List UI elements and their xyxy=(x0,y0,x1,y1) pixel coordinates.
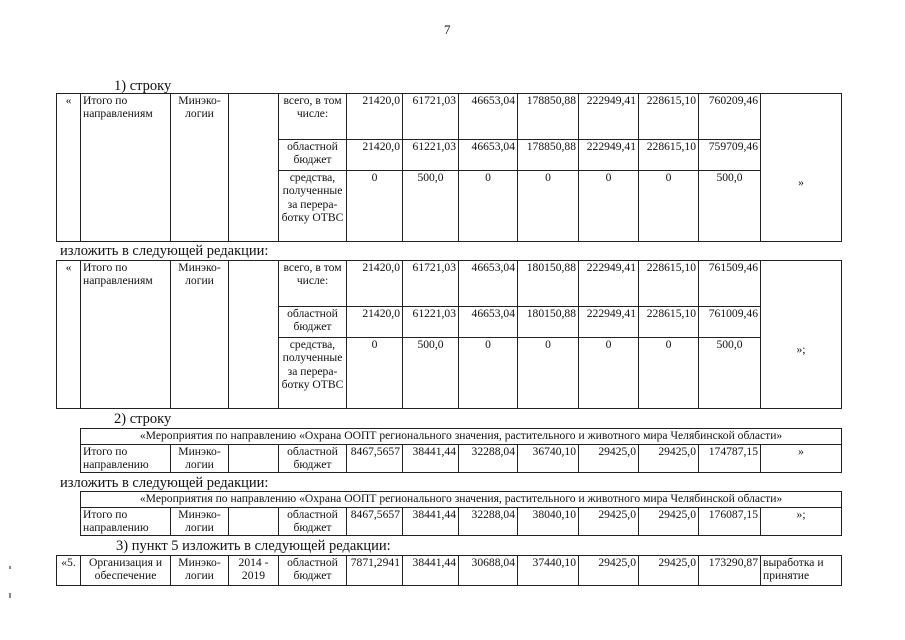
value-cell: 222949,41 xyxy=(579,261,639,307)
value-cell: 0 xyxy=(518,171,579,242)
value-cell: 21420,0 xyxy=(347,94,403,140)
funding-source-cell: средства, полученные за перера-ботку ОТВС xyxy=(279,338,347,409)
value-cell: 228615,10 xyxy=(639,307,699,338)
table-row xyxy=(57,261,842,307)
direction-name-cell: Итого по направлению xyxy=(81,445,171,473)
value-cell: 46653,04 xyxy=(459,94,518,140)
value-cell: 21420,0 xyxy=(347,261,403,307)
value-cell: 0 xyxy=(639,338,699,409)
value-cell: 30688,04 xyxy=(459,556,518,586)
value-cell: 61221,03 xyxy=(403,307,459,338)
funding-source-cell: областной бюджет xyxy=(279,307,347,338)
table-new-oopt xyxy=(80,491,842,536)
replace-instruction-2: изложить в следующей редакции: xyxy=(60,475,269,491)
value-cell: 36740,10 xyxy=(518,445,579,473)
value-cell: 29425,0 xyxy=(579,508,639,536)
closing-quote-cell: » xyxy=(761,445,842,473)
value-cell: 32288,04 xyxy=(459,508,518,536)
value-cell: 180150,88 xyxy=(518,307,579,338)
total-value-cell: 174787,15 xyxy=(699,445,761,473)
direction-name-cell: Итого по направлению xyxy=(81,508,171,536)
value-cell: 178850,88 xyxy=(518,140,579,171)
value-cell: 180150,88 xyxy=(518,261,579,307)
executor-cell: Минэко-логии xyxy=(171,261,229,409)
funding-source-cell: областной бюджет xyxy=(279,140,347,171)
replace-instruction-1: изложить в следующей редакции: xyxy=(60,243,269,259)
value-cell: 0 xyxy=(518,338,579,409)
section-1-heading: 1) строку xyxy=(114,78,172,94)
total-value-cell: 760209,46 xyxy=(699,94,761,140)
value-cell: 61221,03 xyxy=(403,140,459,171)
value-cell: 46653,04 xyxy=(459,307,518,338)
executor-cell: Минэко-логии xyxy=(171,445,229,473)
table-old-totals xyxy=(56,93,842,242)
closing-quote-cell: » xyxy=(761,94,842,242)
quote-cell: « xyxy=(57,94,81,242)
section-banner: «Мероприятия по направлению «Охрана ООПТ регионального значения, растительного и животного мира Челябинской области» xyxy=(81,429,842,445)
value-cell: 46653,04 xyxy=(459,261,518,307)
total-value-cell: 500,0 xyxy=(699,338,761,409)
section-3-heading: 3) пункт 5 изложить в следующей редакции: xyxy=(116,538,391,554)
section-2-heading: 2) строку xyxy=(114,411,172,427)
activity-name-cell: Организация и обеспечение xyxy=(81,556,171,586)
value-cell: 21420,0 xyxy=(347,140,403,171)
funding-source-cell: всего, в том числе: xyxy=(279,94,347,140)
value-cell: 222949,41 xyxy=(579,94,639,140)
funding-source-cell: областной бюджет xyxy=(279,508,347,536)
executor-cell: Минэко-логии xyxy=(171,556,229,586)
period-cell xyxy=(229,508,279,536)
section-banner: «Мероприятия по направлению «Охрана ООПТ регионального значения, растительного и животного мира Челябинской области» xyxy=(81,492,842,508)
value-cell: 29425,0 xyxy=(639,508,699,536)
closing-quote-cell: »; xyxy=(761,261,842,409)
value-cell: 32288,04 xyxy=(459,445,518,473)
value-cell: 222949,41 xyxy=(579,307,639,338)
table-row xyxy=(81,508,842,536)
value-cell: 37440,10 xyxy=(518,556,579,586)
total-value-cell: 173290,87 xyxy=(699,556,761,586)
value-cell: 38441,44 xyxy=(403,556,459,586)
value-cell: 61721,03 xyxy=(403,94,459,140)
value-cell: 222949,41 xyxy=(579,140,639,171)
table-row xyxy=(57,94,842,140)
period-cell xyxy=(229,261,279,409)
value-cell: 0 xyxy=(347,338,403,409)
scan-mark xyxy=(9,593,11,598)
value-cell: 38040,10 xyxy=(518,508,579,536)
executor-cell: Минэко-логии xyxy=(171,508,229,536)
value-cell: 500,0 xyxy=(403,338,459,409)
value-cell: 500,0 xyxy=(403,171,459,242)
direction-name-cell: Итого по направлениям xyxy=(81,261,171,409)
quote-cell: « xyxy=(57,261,81,409)
value-cell: 38441,44 xyxy=(403,508,459,536)
funding-source-cell: областной бюджет xyxy=(279,556,347,586)
table-row xyxy=(81,429,842,445)
value-cell: 29425,0 xyxy=(579,556,639,586)
page-number: 7 xyxy=(444,22,451,37)
value-cell: 0 xyxy=(639,171,699,242)
funding-source-cell: областной бюджет xyxy=(279,445,347,473)
total-value-cell: 761509,46 xyxy=(699,261,761,307)
scan-mark xyxy=(9,566,11,569)
value-cell: 228615,10 xyxy=(639,140,699,171)
period-cell xyxy=(229,94,279,242)
value-cell: 0 xyxy=(459,171,518,242)
table-row xyxy=(57,556,842,586)
value-cell: 0 xyxy=(347,171,403,242)
value-cell: 228615,10 xyxy=(639,94,699,140)
value-cell: 21420,0 xyxy=(347,307,403,338)
table-item-5 xyxy=(56,555,842,586)
value-cell: 8467,5657 xyxy=(347,445,403,473)
value-cell: 29425,0 xyxy=(579,445,639,473)
period-cell: 2014 - 2019 xyxy=(229,556,279,586)
value-cell: 61721,03 xyxy=(403,261,459,307)
executor-cell: Минэко-логии xyxy=(171,94,229,242)
funding-source-cell: всего, в том числе: xyxy=(279,261,347,307)
value-cell: 29425,0 xyxy=(639,445,699,473)
table-old-oopt xyxy=(80,428,842,473)
total-value-cell: 176087,15 xyxy=(699,508,761,536)
value-cell: 0 xyxy=(579,338,639,409)
total-value-cell: 761009,46 xyxy=(699,307,761,338)
direction-name-cell: Итого по направлениям xyxy=(81,94,171,242)
funding-source-cell: средства, полученные за перера-ботку ОТВС xyxy=(279,171,347,242)
table-row xyxy=(81,492,842,508)
period-cell xyxy=(229,445,279,473)
table-new-totals xyxy=(56,260,842,409)
value-cell: 38441,44 xyxy=(403,445,459,473)
item-number-cell: «5. xyxy=(57,556,81,586)
value-cell: 8467,5657 xyxy=(347,508,403,536)
expected-result-cell: выработка и принятие xyxy=(761,556,842,586)
value-cell: 29425,0 xyxy=(639,556,699,586)
value-cell: 0 xyxy=(579,171,639,242)
value-cell: 7871,2941 xyxy=(347,556,403,586)
value-cell: 46653,04 xyxy=(459,140,518,171)
value-cell: 178850,88 xyxy=(518,94,579,140)
value-cell: 228615,10 xyxy=(639,261,699,307)
value-cell: 0 xyxy=(459,338,518,409)
closing-quote-cell: »; xyxy=(761,508,842,536)
total-value-cell: 759709,46 xyxy=(699,140,761,171)
table-row xyxy=(81,445,842,473)
total-value-cell: 500,0 xyxy=(699,171,761,242)
